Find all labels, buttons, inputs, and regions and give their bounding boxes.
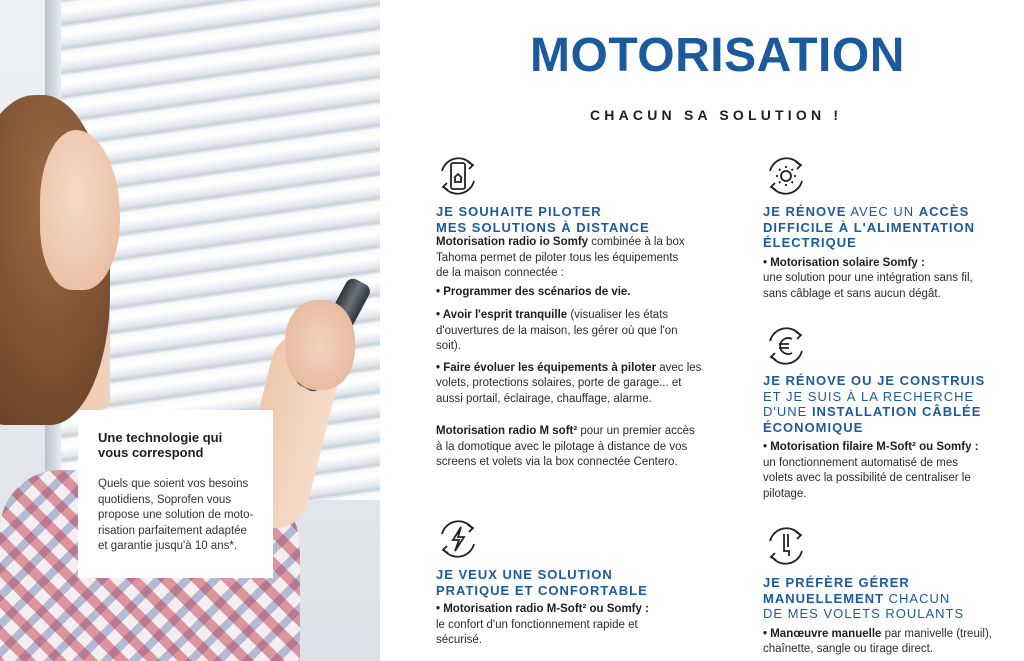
- remote-p1-bold: Motorisation radio io Somfy: [436, 236, 589, 248]
- manual-heading-line3: DE MES VOLETS ROULANTS: [763, 606, 965, 621]
- technology-card: [78, 410, 273, 578]
- solar-bullet1-text: une solution pour une intégration sans fil, sans câblage et sans aucun dégât.: [763, 272, 973, 300]
- practical-section: [436, 567, 716, 649]
- remote-bullet2-text: (visualiser les états d'ouvertures de la maison, les gérer où que l'on soit).: [436, 309, 678, 352]
- wired-heading-line4: ÉCONOMIQUE: [763, 419, 864, 435]
- manual-heading-line1: JE PRÉFÈRE GÉRER: [763, 575, 910, 590]
- remote-bullet3-bold: • Faire évoluer les équipements à piloter: [436, 361, 657, 374]
- remote-p1-text: combinée à la box Tahoma permet de piloter tous les équipements de la maison connectée :: [436, 236, 685, 279]
- wired-heading-line2: ET JE SUIS À LA RECHERCHE: [763, 388, 975, 404]
- remote-bullet1: • Programmer des scénarios de vie.: [436, 285, 631, 298]
- solar-heading-a: JE RÉNOVE: [763, 204, 847, 219]
- manual-section: [763, 575, 1013, 658]
- lightning-icon: [434, 518, 482, 560]
- solar-heading-line2: DIFFICILE À L'ALIMENTATION: [763, 219, 976, 235]
- solar-section: [763, 204, 1013, 302]
- card-text: Quels que soient vos besoins quotidiens, Soprofen vous propose une solution de moto-risation parfaitement adaptée et garantie jusqu'à 10 ans*.: [98, 478, 254, 552]
- practical-bullet1-bold: • Motorisation radio M-Soft² ou Somfy :: [436, 603, 649, 615]
- smartphone-home-icon: [434, 155, 482, 197]
- manual-heading-line2-a: MANUELLEMENT: [763, 590, 885, 606]
- wired-bullet1-text: un fonctionnement automatisé de mes volets avec la possibilité de centraliser le pilotage.: [763, 456, 971, 500]
- page-title: MOTORISATION: [530, 29, 905, 82]
- hero-photo: [0, 0, 380, 661]
- solar-heading-line3: ÉLECTRIQUE: [763, 235, 857, 250]
- remote-bullet3-text: avec les volets, protections solaires, porte de garage... et aussi portail, éclairage, chauffage, alarme.: [436, 361, 702, 405]
- manual-bullet1-text: par manivelle (treuil), chaînette, sangle ou tirage direct.: [763, 627, 992, 655]
- manual-heading-line2-b: CHACUN: [884, 590, 951, 606]
- manual-bullet1-bold: • Manœuvre manuelle: [763, 627, 882, 640]
- solar-heading-c: ACCÈS: [918, 204, 970, 219]
- wired-bullet1-bold: • Motorisation filaire M-Soft² ou Somfy :: [763, 441, 979, 453]
- practical-bullet1-text: le confort d'un fonctionnement rapide et sécurisé.: [436, 618, 638, 646]
- woman-hand: [285, 300, 355, 390]
- page-subtitle: CHACUN SA SOLUTION !: [590, 107, 843, 123]
- remote-p2-bold: Motorisation radio M soft²: [436, 425, 578, 437]
- sun-icon: [762, 155, 810, 197]
- practical-heading-line2: PRATIQUE ET CONFORTABLE: [436, 582, 648, 598]
- remote-bullet2-bold: • Avoir l'esprit tranquille: [436, 309, 568, 321]
- wired-section: [763, 373, 1013, 502]
- practical-heading-line1: JE VEUX UNE SOLUTION: [436, 567, 613, 582]
- euro-icon: [762, 325, 810, 367]
- remote-heading-line1: JE SOUHAITE PILOTER: [436, 204, 602, 219]
- wired-heading-line1: JE RÉNOVE OU JE CONSTRUIS: [763, 373, 986, 388]
- wired-heading-line3-a: D'UNE: [763, 404, 812, 419]
- solar-heading-b: AVEC UN: [846, 204, 919, 219]
- crank-icon: [762, 525, 810, 567]
- remote-section: [436, 204, 716, 471]
- wired-heading-line3-b: INSTALLATION CÂBLÉE: [811, 404, 982, 419]
- remote-heading-line2: MES SOLUTIONS À DISTANCE: [436, 219, 650, 235]
- solar-bullet1-bold: • Motorisation solaire Somfy :: [763, 256, 925, 269]
- remote-p2-text: pour un premier accès à la domotique avec le pilotage à distance de vos screens et volets via la box connectée Centero.: [436, 425, 695, 468]
- card-title: Une technologie qui vous correspond: [98, 430, 223, 460]
